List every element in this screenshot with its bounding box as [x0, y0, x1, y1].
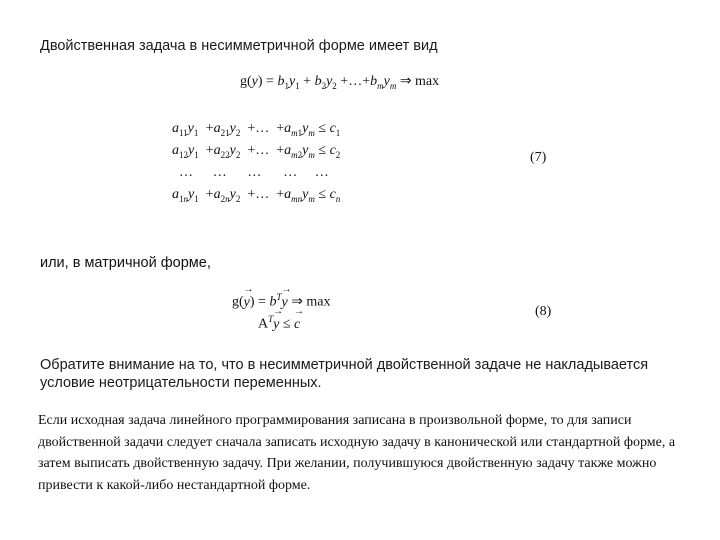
constraint-matrix-8: $A^T\to y$ ≤ → c	[258, 314, 300, 333]
constraint-row: $a_{1n}y_1$ $+a_{2n}y_2$ +… $+a_{mn}y_m \le c_n$	[172, 186, 341, 204]
equation-number-8: (8)	[535, 304, 552, 319]
note-paragraph: Обратите внимание на то, что в несимметричной двойственной задаче не накладывается условие неотрицательности переменных.	[40, 357, 649, 391]
constraint-row: $a_{11}y_1$ $+a_{21}y_2$ +… $+a_{m1}y_m \le c_1$	[172, 120, 341, 138]
objective-function-8: $g(\to y) = b^T\to y$ ⇒ max	[232, 292, 331, 311]
constraints-system-7	[172, 118, 347, 206]
constraint-row: $a_{12}y_1$ $+a_{22}y_2$ +… $+a_{m2}y_m \le c_2$	[172, 142, 341, 160]
section-heading: Двойственная задача в несимметричной форме имеет вид	[40, 38, 438, 54]
equation-number-7: (7)	[530, 150, 547, 165]
matrix-form-label: или, в матричной форме,	[40, 255, 211, 271]
constraint-row: … … … … …	[172, 165, 329, 180]
body-paragraph: Если исходная задача линейного программирования записана в произвольной форме, то для записи двойственной задачи следует сначала записать исходную задачу в канонической или стандартной форме, а затем выписать двойственную задачу. При желании, получившуюся двойственную задачу также можно привести к какой-либо нестандартной форме.	[38, 413, 676, 493]
objective-function-7: $g(y) = b_1y_1 + b_2y_2$ $+\dots+b_my_m$ ⇒ max	[240, 74, 440, 91]
